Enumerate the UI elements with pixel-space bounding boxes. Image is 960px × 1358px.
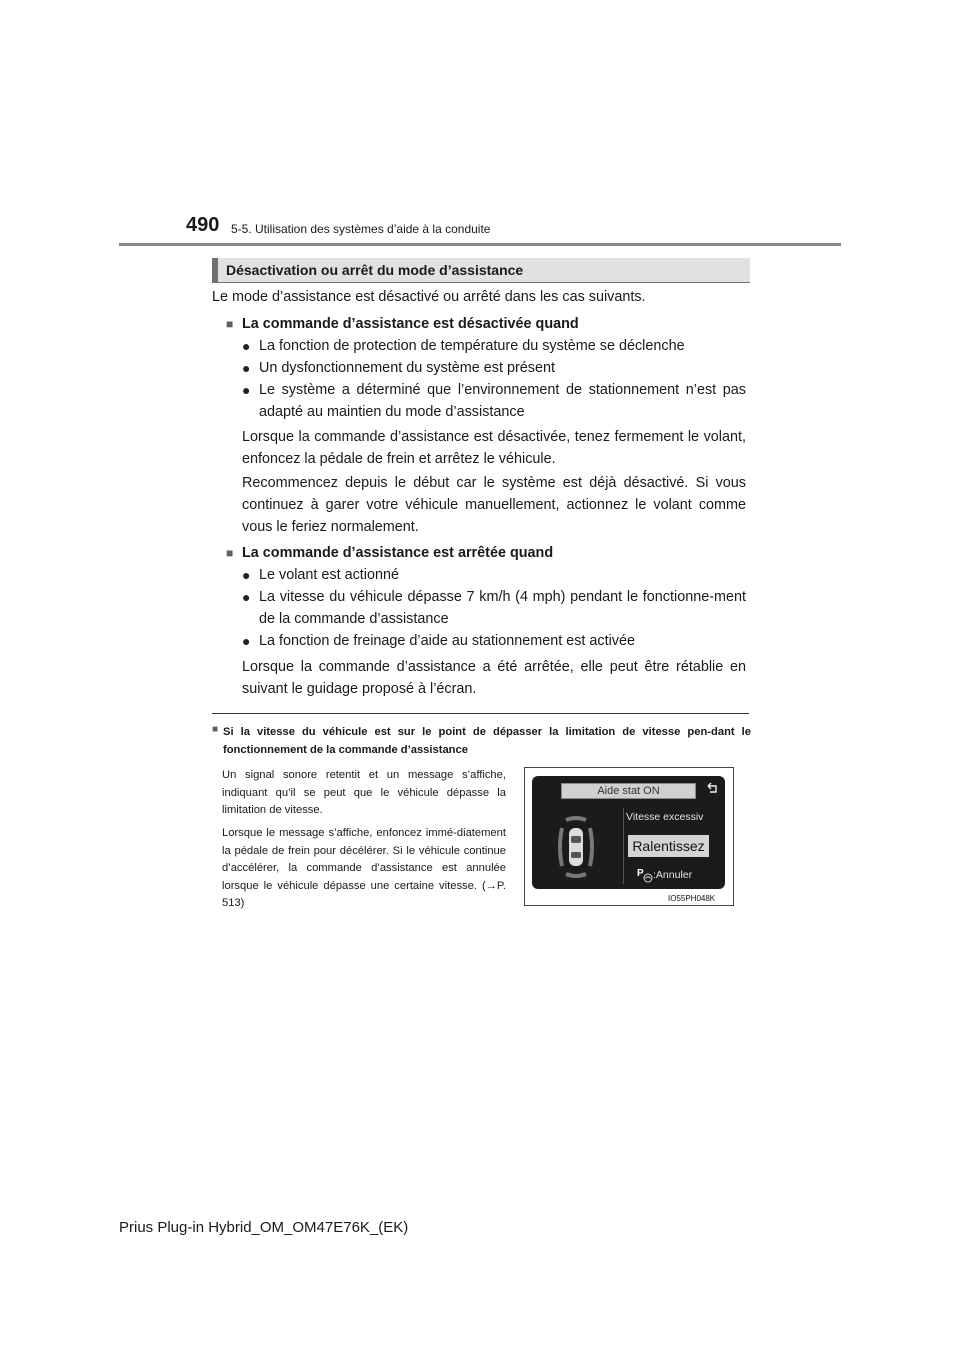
group2-paragraph: Lorsque la commande d’assistance a été arrêtée, elle peut être rétablie en suivant le guidage proposé à l’écran. [242, 659, 746, 697]
header-rule [119, 243, 841, 246]
bullet-dot: ● [242, 589, 251, 605]
group1-paragraph-1: Lorsque la commande d’assistance est désactivée, tenez fermement le volant, enfoncez la pédale de frein et arrêtez le véhicule. [242, 429, 746, 467]
aide-stat-label: Aide stat ON [561, 783, 696, 799]
group1-bullet-2: Un dysfonctionnement du système est présent [259, 360, 555, 376]
figure-code: IO55PH048K [668, 894, 716, 903]
group1-bullet-3: Le système a déterminé que l’environnement de stationnement n’est pas adapté au maintien du mode d’assistance [259, 382, 746, 420]
bullet-dot: ● [242, 567, 251, 583]
multi-info-screen [532, 776, 725, 889]
car-top-view-icon [556, 814, 596, 880]
square-marker-1: ■ [226, 317, 234, 331]
note-heading: Si la vitesse du véhicule est sur le point de dépasser la limitation de vitesse pen-dant le fonctionnement de la commande d’assistance [223, 726, 751, 756]
screen-divider [623, 808, 624, 884]
group2-heading: La commande d’assistance est arrêtée quand [242, 545, 554, 561]
bullet-dot: ● [242, 382, 251, 398]
p-letter: P [637, 868, 644, 879]
note-square-marker: ■ [212, 724, 219, 735]
bullet-dot: ● [242, 338, 251, 354]
page-number: 490 [186, 214, 220, 236]
chapter-title: 5-5. Utilisation des systèmes d’aide à la conduite [231, 222, 491, 236]
section-heading-bar [212, 258, 750, 283]
group2-bullet-2: La vitesse du véhicule dépasse 7 km/h (4 mph) pendant le fonctionne-ment de la commande d’assistance [259, 589, 746, 627]
bullet-dot: ● [242, 633, 251, 649]
section-marker [212, 258, 218, 282]
vitesse-message: Vitesse excessiv [626, 811, 704, 823]
note-paragraph-2: Lorsque le message s’affiche, enfoncez immé-diatement la pédale de frein pour décélérer. Si le véhicule continue d’accélérer, la commande d’assistance est annulée lorsque le véhicule dépasse une certaine vitesse. (→P. 513) [222, 827, 506, 910]
group1-bullet-1: La fonction de protection de température du système se déclenche [259, 338, 685, 354]
note-rule [212, 713, 749, 714]
group1-paragraph-2: Recommencez depuis le début car le système est déjà désactivé. Si vous continuez à garer votre véhicule manuellement, actionnez le volant comme vous le feriez normalement. [242, 475, 746, 535]
footer-model-code: Prius Plug-in Hybrid_OM_OM47E76K_(EK) [119, 1219, 409, 1236]
group1-heading: La commande d’assistance est désactivée quand [242, 316, 579, 332]
display-illustration [524, 767, 734, 906]
group2-bullet-1: Le volant est actionné [259, 567, 400, 583]
square-marker-2: ■ [226, 546, 234, 560]
return-icon [705, 781, 719, 795]
intro-text: Le mode d’assistance est désactivé ou arrêté dans les cas suivants. [212, 289, 646, 305]
note-paragraph-1: Un signal sonore retentit et un message s’affiche, indiquant qu’il se peut que le véhicule dépasse la limitation de vitesse. [222, 769, 506, 817]
group2-bullet-3: La fonction de freinage d’aide au stationnement est activée [259, 633, 636, 649]
section-title: Désactivation ou arrêt du mode d’assistance [226, 262, 524, 278]
bullet-dot: ● [242, 360, 251, 376]
annuler-label: :Annuler [653, 869, 693, 881]
ralentissez-message: Ralentissez [628, 835, 709, 857]
parking-assist-icon [637, 868, 651, 882]
